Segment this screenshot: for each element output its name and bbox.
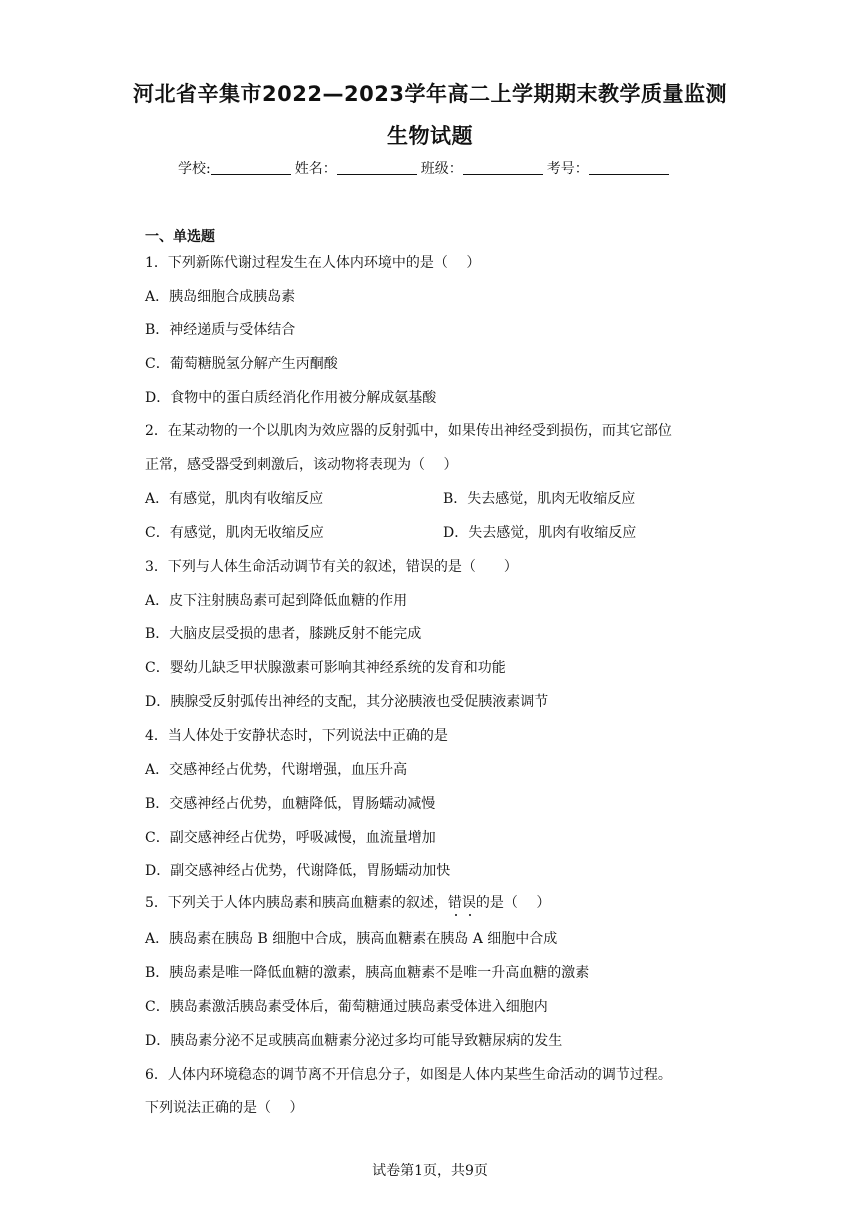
question-2-stem-line1: 2．在某动物的一个以肌肉为效应器的反射弧中，如果传出神经受到损伤，而其它部位 bbox=[145, 423, 672, 439]
question-3-option-b: B．大脑皮层受损的患者，膝跳反射不能完成 bbox=[145, 626, 422, 642]
page-footer: 试卷第1页，共9页 bbox=[372, 1163, 488, 1179]
name-blank bbox=[337, 160, 417, 175]
question-1-option-a: A．胰岛细胞合成胰岛素 bbox=[145, 289, 296, 305]
exam-subtitle: 生物试题 bbox=[387, 124, 473, 148]
question-4-option-d: D．副交感神经占优势，代谢降低，胃肠蠕动加快 bbox=[145, 863, 451, 879]
question-5-option-d: D．胰岛素分泌不足或胰高血糖素分泌过多均可能导致糖尿病的发生 bbox=[145, 1033, 563, 1049]
section-heading: 一、单选题 bbox=[145, 229, 215, 245]
question-5-stem-pre: 5．下列关于人体内胰岛素和胰高血糖素的叙述， bbox=[145, 895, 448, 911]
question-2-option-c: C．有感觉，肌肉无收缩反应 bbox=[145, 525, 324, 541]
question-2-option-d: D．失去感觉，肌肉有收缩反应 bbox=[443, 525, 637, 541]
question-4-stem: 4．当人体处于安静状态时，下列说法中正确的是 bbox=[145, 728, 448, 744]
question-1-option-d: D．食物中的蛋白质经消化作用被分解成氨基酸 bbox=[145, 390, 437, 406]
question-2-stem-line2: 正常，感受器受到刺激后，该动物将表现为（ ） bbox=[145, 457, 458, 473]
exam-no-blank bbox=[589, 160, 669, 175]
question-2-option-a: A．有感觉，肌肉有收缩反应 bbox=[145, 491, 324, 507]
question-3-option-c: C．婴幼儿缺乏甲状腺激素可影响其神经系统的发育和功能 bbox=[145, 660, 506, 676]
question-4-option-c: C．副交感神经占优势，呼吸减慢，血流量增加 bbox=[145, 830, 436, 846]
class-blank bbox=[463, 160, 543, 175]
name-label: 姓名： bbox=[294, 161, 337, 177]
question-3-stem: 3．下列与人体生命活动调节有关的叙述，错误的是（ ） bbox=[145, 559, 518, 575]
student-info-row bbox=[178, 158, 673, 178]
question-5-option-b: B．胰岛素是唯一降低血糖的激素，胰高血糖素不是唯一升高血糖的激素 bbox=[145, 965, 590, 981]
question-3-option-a: A．皮下注射胰岛素可起到降低血糖的作用 bbox=[145, 593, 408, 609]
question-5-option-c: C．胰岛素激活胰岛素受体后，葡萄糖通过胰岛素受体进入细胞内 bbox=[145, 999, 548, 1015]
question-1-option-c: C．葡萄糖脱氢分解产生丙酮酸 bbox=[145, 356, 338, 372]
question-4-option-a: A．交感神经占优势，代谢增强，血压升高 bbox=[145, 762, 408, 778]
question-5-stem bbox=[145, 894, 550, 912]
question-1-stem: 1．下列新陈代谢过程发生在人体内环境中的是（ ） bbox=[145, 255, 481, 271]
question-2-option-b: B．失去感觉，肌肉无收缩反应 bbox=[443, 491, 636, 507]
school-blank bbox=[211, 160, 291, 175]
question-6-stem-line2: 下列说法正确的是（ ） bbox=[145, 1100, 304, 1116]
question-5-stem-post: 的是（ ） bbox=[475, 895, 551, 911]
question-5-option-a: A．胰岛素在胰岛 B 细胞中合成，胰高血糖素在胰岛 A 细胞中合成 bbox=[145, 931, 558, 947]
emphasis-char-2: 误 bbox=[461, 895, 476, 911]
school-label: 学校: bbox=[178, 161, 211, 177]
question-1-option-b: B．神经递质与受体结合 bbox=[145, 322, 296, 338]
question-3-option-d: D．胰腺受反射弧传出神经的支配，其分泌胰液也受促胰液素调节 bbox=[145, 694, 549, 710]
class-label: 班级： bbox=[420, 161, 463, 177]
emphasis-char-1: 错 bbox=[447, 895, 462, 911]
exam-title: 河北省辛集市2022—2023学年高二上学期期末教学质量监测 bbox=[133, 82, 727, 106]
exam-no-label: 考号： bbox=[546, 161, 589, 177]
question-4-option-b: B．交感神经占优势，血糖降低，胃肠蠕动减慢 bbox=[145, 796, 436, 812]
question-6-stem-line1: 6．人体内环境稳态的调节离不开信息分子，如图是人体内某些生命活动的调节过程。 bbox=[145, 1067, 672, 1083]
